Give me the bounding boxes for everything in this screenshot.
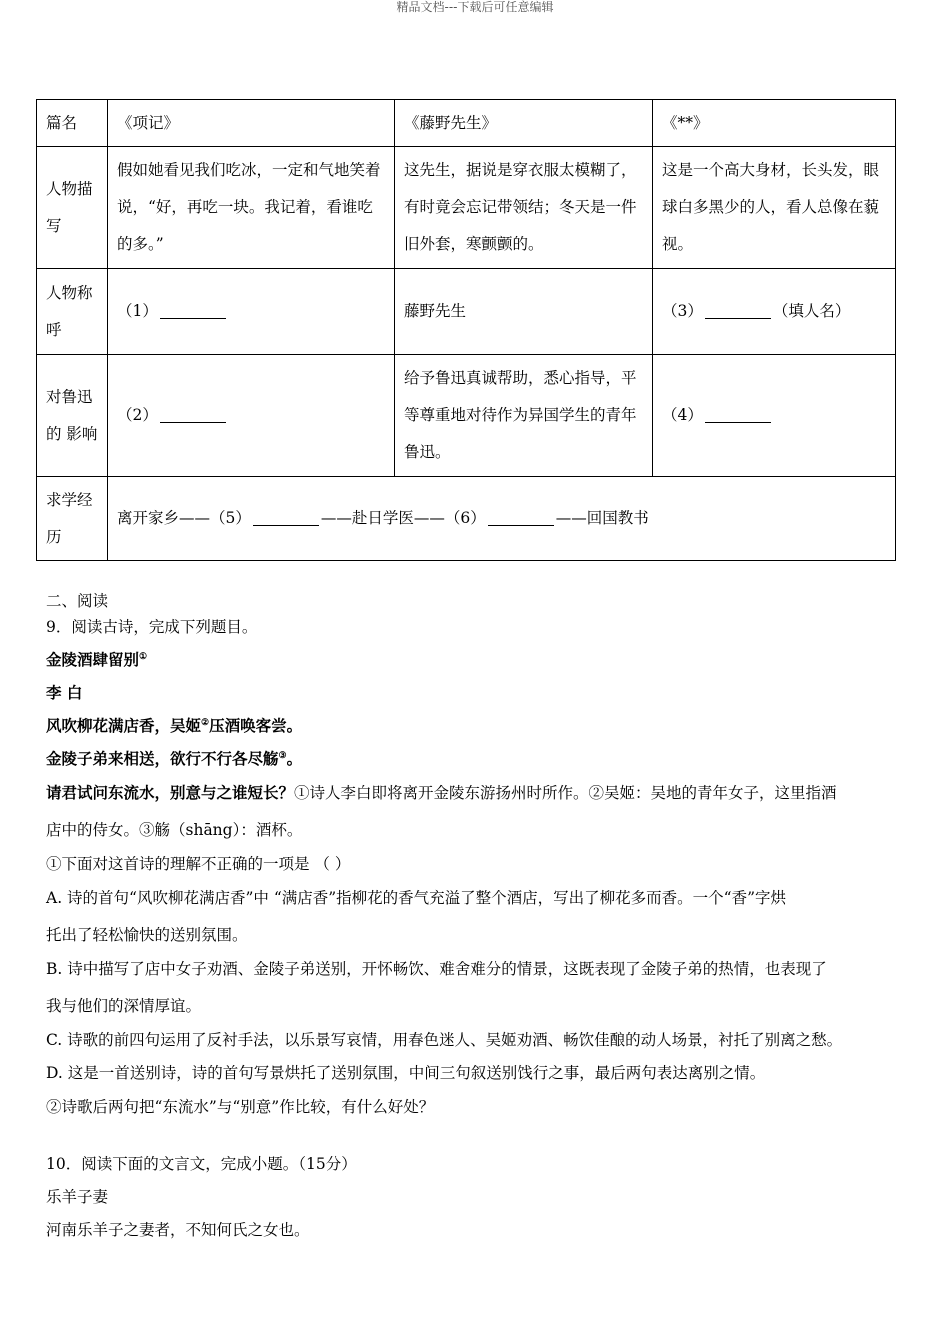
footnote-mark: ① (139, 651, 148, 662)
notes-text: 店中的侍女。③觞（shāng）：酒杯。 (46, 821, 303, 839)
poem-author: 李 白 (46, 683, 83, 702)
answer-blank[interactable] (705, 300, 771, 319)
sub-question-1: ①下面对这首诗的理解不正确的一项是 （ ） (46, 855, 351, 873)
question-10-title: 10．阅读下面的文言文，完成小题。（15分） (46, 1155, 357, 1173)
footnote-mark: ② (201, 717, 210, 728)
page-header: 精品文档---下载后可任意编辑 (396, 0, 554, 14)
table-row (37, 269, 896, 355)
journey-text: ——回国教书 (555, 509, 649, 527)
answer-blank[interactable] (160, 404, 226, 423)
answer-blank[interactable] (253, 507, 319, 526)
table-cell: 《**》 (653, 100, 896, 147)
table-cell: 《藤野先生》 (395, 100, 653, 147)
poem-line-and-notes (46, 781, 837, 803)
table-cell: 求学经历 (37, 477, 108, 561)
table-cell: 篇名 (37, 100, 108, 147)
table-cell (108, 477, 896, 561)
blank-label: （2） (117, 406, 158, 424)
poem-text: 金陵子弟来相送，欲行不行各尽觞 (46, 749, 279, 768)
table-row (37, 355, 896, 477)
table-cell: 藤野先生 (395, 269, 653, 355)
blank-hint: （填人名） (772, 302, 851, 320)
table-cell (108, 355, 395, 477)
poem-text: 压酒唤客尝。 (209, 716, 303, 735)
option-c[interactable]: C. 诗歌的前四句运用了反衬手法，以乐景写哀情，用春色迷人、吴姬劝酒、畅饮佳酿的动人场景，衬托了别离之愁。 (46, 1031, 843, 1049)
passage-text: 河南乐羊子之妻者，不知何氏之女也。 (46, 1221, 310, 1239)
poem-text: 。 (286, 749, 303, 768)
table-cell (108, 269, 395, 355)
sub-question-2: ②诗歌后两句把“东流水”与“别意”作比较，有什么好处？ (46, 1098, 435, 1116)
poem-title (46, 648, 147, 670)
answer-blank[interactable] (160, 300, 226, 319)
poem-line (46, 747, 302, 769)
journey-text: ——赴日学医——（6） (320, 509, 486, 527)
option-a-cont: 托出了轻松愉快的送别氛围。 (46, 926, 248, 944)
table-cell: 人物描写 (37, 147, 108, 269)
poem-title-text: 金陵酒肆留别 (46, 650, 140, 669)
option-d[interactable]: D. 这是一首送别诗，诗的首句写景烘托了送别氛围，中间三句叙送别饯行之事，最后两句表达离别之情。 (46, 1064, 766, 1082)
table-cell (653, 269, 896, 355)
table-cell: 这是一个高大身材，长头发，眼球白多黑少的人，看人总像在藐视。 (653, 147, 896, 269)
table-cell: 这先生，据说是穿衣服太模糊了，有时竟会忘记带领结；冬天是一件旧外套，寒颤颤的。 (395, 147, 653, 269)
table-cell: 对鲁迅的 影响 (37, 355, 108, 477)
poem-text: 风吹柳花满店香，吴姬 (46, 716, 202, 735)
option-b[interactable]: B. 诗中描写了店中女子劝酒、金陵子弟送别，开怀畅饮、难舍难分的情景，这既表现了金陵子弟的热情，也表现了 (46, 960, 827, 978)
passage-title: 乐羊子妻 (46, 1188, 109, 1206)
table-cell (653, 355, 896, 477)
blank-label: （3） (662, 302, 703, 320)
info-table (36, 99, 896, 561)
section-title: 二、阅读 (46, 592, 109, 610)
table-cell: 假如她看见我们吃冰，一定和气地笑着说，“好，再吃一块。我记着，看谁吃的多。” (108, 147, 395, 269)
option-a[interactable]: A. 诗的首句“风吹柳花满店香”中 “满店香”指柳花的香气充溢了整个酒店，写出了柳花多而香。一个“香”字烘 (46, 889, 787, 907)
journey-text: 离开家乡——（5） (117, 509, 251, 527)
table-row (37, 100, 896, 147)
table-cell: 人物称呼 (37, 269, 108, 355)
poem-text: 请君试问东流水，别意与之谁短长？ (46, 783, 295, 802)
answer-blank[interactable] (705, 404, 771, 423)
blank-label: （1） (117, 302, 158, 320)
answer-blank[interactable] (488, 507, 554, 526)
table-cell: 《项记》 (108, 100, 395, 147)
blank-label: （4） (662, 406, 703, 424)
table-row (37, 147, 896, 269)
poem-line (46, 714, 302, 736)
footnote-mark: ③ (278, 750, 287, 761)
option-b-cont: 我与他们的深情厚谊。 (46, 997, 202, 1015)
table-cell: 给予鲁迅真诚帮助，悉心指导，平等尊重地对待作为异国学生的青年鲁迅。 (395, 355, 653, 477)
table-row (37, 477, 896, 561)
question-9-title: 9．阅读古诗，完成下列题目。 (46, 618, 258, 636)
notes-text: ①诗人李白即将离开金陵东游扬州时所作。②吴姬：吴地的青年女子，这里指酒 (294, 784, 837, 802)
